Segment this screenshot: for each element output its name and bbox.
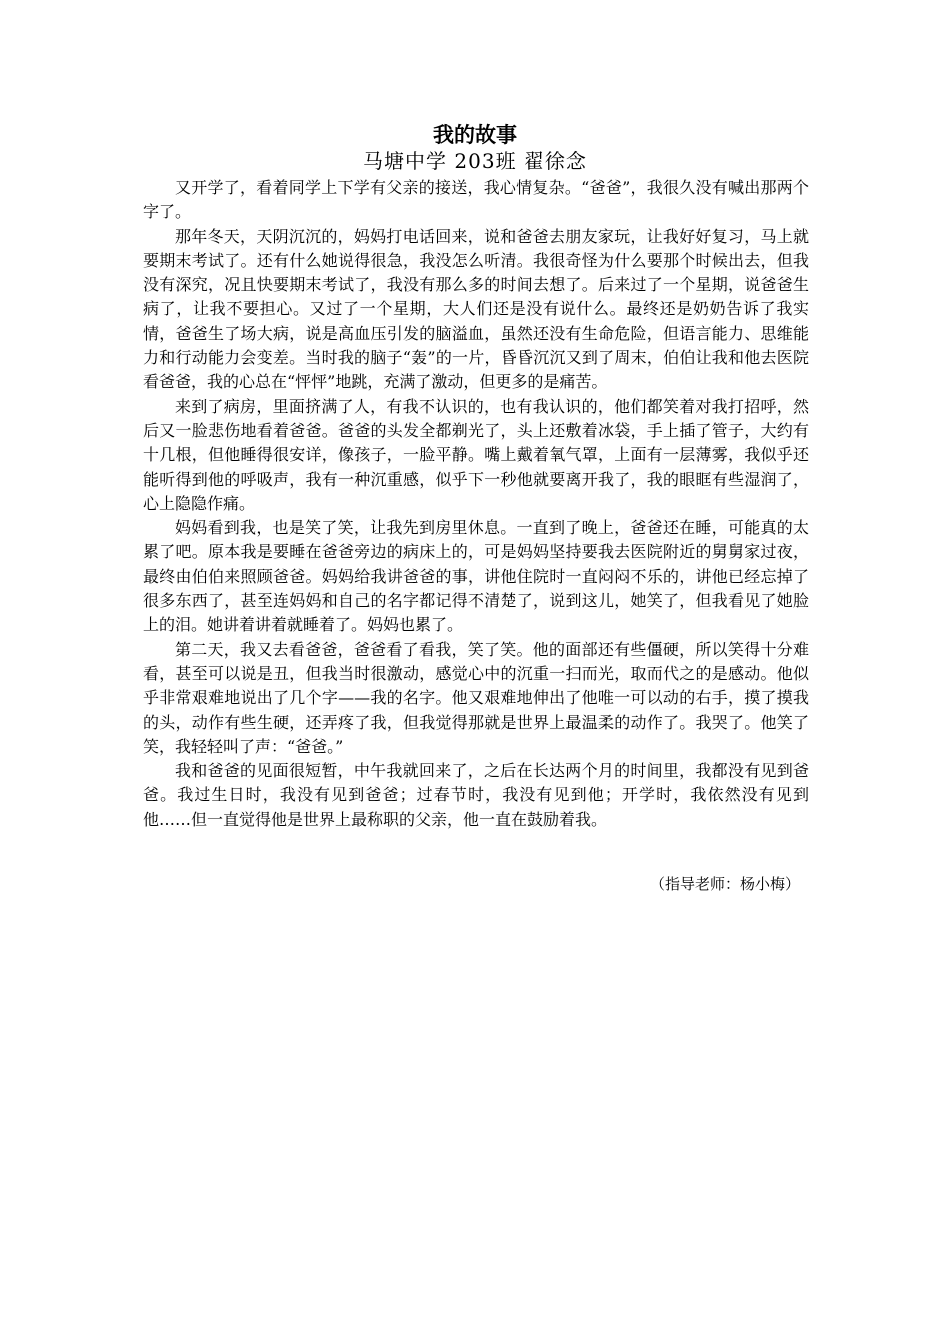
- article-title: 我的故事: [433, 123, 517, 147]
- paragraph: 那年冬天，天阴沉沉的，妈妈打电话回来，说和爸爸去朋友家玩，让我好好复习，马上就要期末考试了。还有什么她说得很急，我没怎么听清。我很奇怪为什么要那个时候出去，但我没有深究，况且快要期末考试了，我没有那么多的时间去想了。后来过了一个星期，说爸爸生病了，让我不要担心。又过了一个星期，大人们还是没有说什么。最终还是奶奶告诉了我实情，爸爸生了场大病，说是高血压引发的脑溢血，虽然还没有生命危险，但语言能力、思维能力和行动能力会变差。当时我的脑子“轰”的一片，昏昏沉沉又到了周末，伯伯让我和他去医院看爸爸，我的心总在“怦怦”地跳，充满了激动，但更多的是痛苦。: [143, 226, 809, 392]
- teacher-note: （指导老师：杨小梅）: [649, 875, 800, 893]
- author-byline: 马塘中学 203班 翟徐念: [363, 149, 587, 173]
- paragraph: 妈妈看到我，也是笑了笑，让我先到房里休息。一直到了晚上，爸爸还在睡，可能真的太累了吧。原本我是要睡在爸爸旁边的病床上的，可是妈妈坚持要我去医院附近的舅舅家过夜，最终由伯伯来照顾爸爸。妈妈给我讲爸爸的事，讲他住院时一直闷闷不乐的，讲他已经忘掉了很多东西了，甚至连妈妈和自己的名字都记得不清楚了，说到这儿，她笑了，但我看见了她脸上的泪。她讲着讲着就睡着了。妈妈也累了。: [143, 518, 809, 635]
- article-body: [143, 176, 809, 832]
- paragraph: 第二天，我又去看爸爸，爸爸看了看我，笑了笑。他的面部还有些僵硬，所以笑得十分难看，甚至可以说是丑，但我当时很激动，感觉心中的沉重一扫而光，取而代之的是感动。他似乎非常艰难地说出了几个字——我的名字。他又艰难地伸出了他唯一可以动的右手，摸了摸我的头，动作有些生硬，还弄疼了我，但我觉得那就是世界上最温柔的动作了。我哭了。他笑了笑，我轻轻叫了声：“爸爸。”: [143, 639, 809, 756]
- paragraph: 又开学了，看着同学上下学有父亲的接送，我心情复杂。“爸爸”，我很久没有喊出那两个字了。: [143, 178, 809, 222]
- paragraph: 我和爸爸的见面很短暂，中午我就回来了，之后在长达两个月的时间里，我都没有见到爸爸。我过生日时，我没有见到爸爸；过春节时，我没有见到他；开学时，我依然没有见到他……但一直觉得他是世界上最称职的父亲，他一直在鼓励着我。: [143, 761, 809, 829]
- paragraph: 来到了病房，里面挤满了人，有我不认识的，也有我认识的，他们都笑着对我打招呼，然后又一脸悲伤地看着爸爸。爸爸的头发全都剃光了，头上还敷着冰袋，手上插了管子，大约有十几根，但他睡得很安详，像孩子，一脸平静。嘴上戴着氧气罩，上面有一层薄雾，我似乎还能听得到他的呼吸声，我有一种沉重感，似乎下一秒他就要离开我了，我的眼眶有些湿润了，心上隐隐作痛。: [143, 396, 809, 513]
